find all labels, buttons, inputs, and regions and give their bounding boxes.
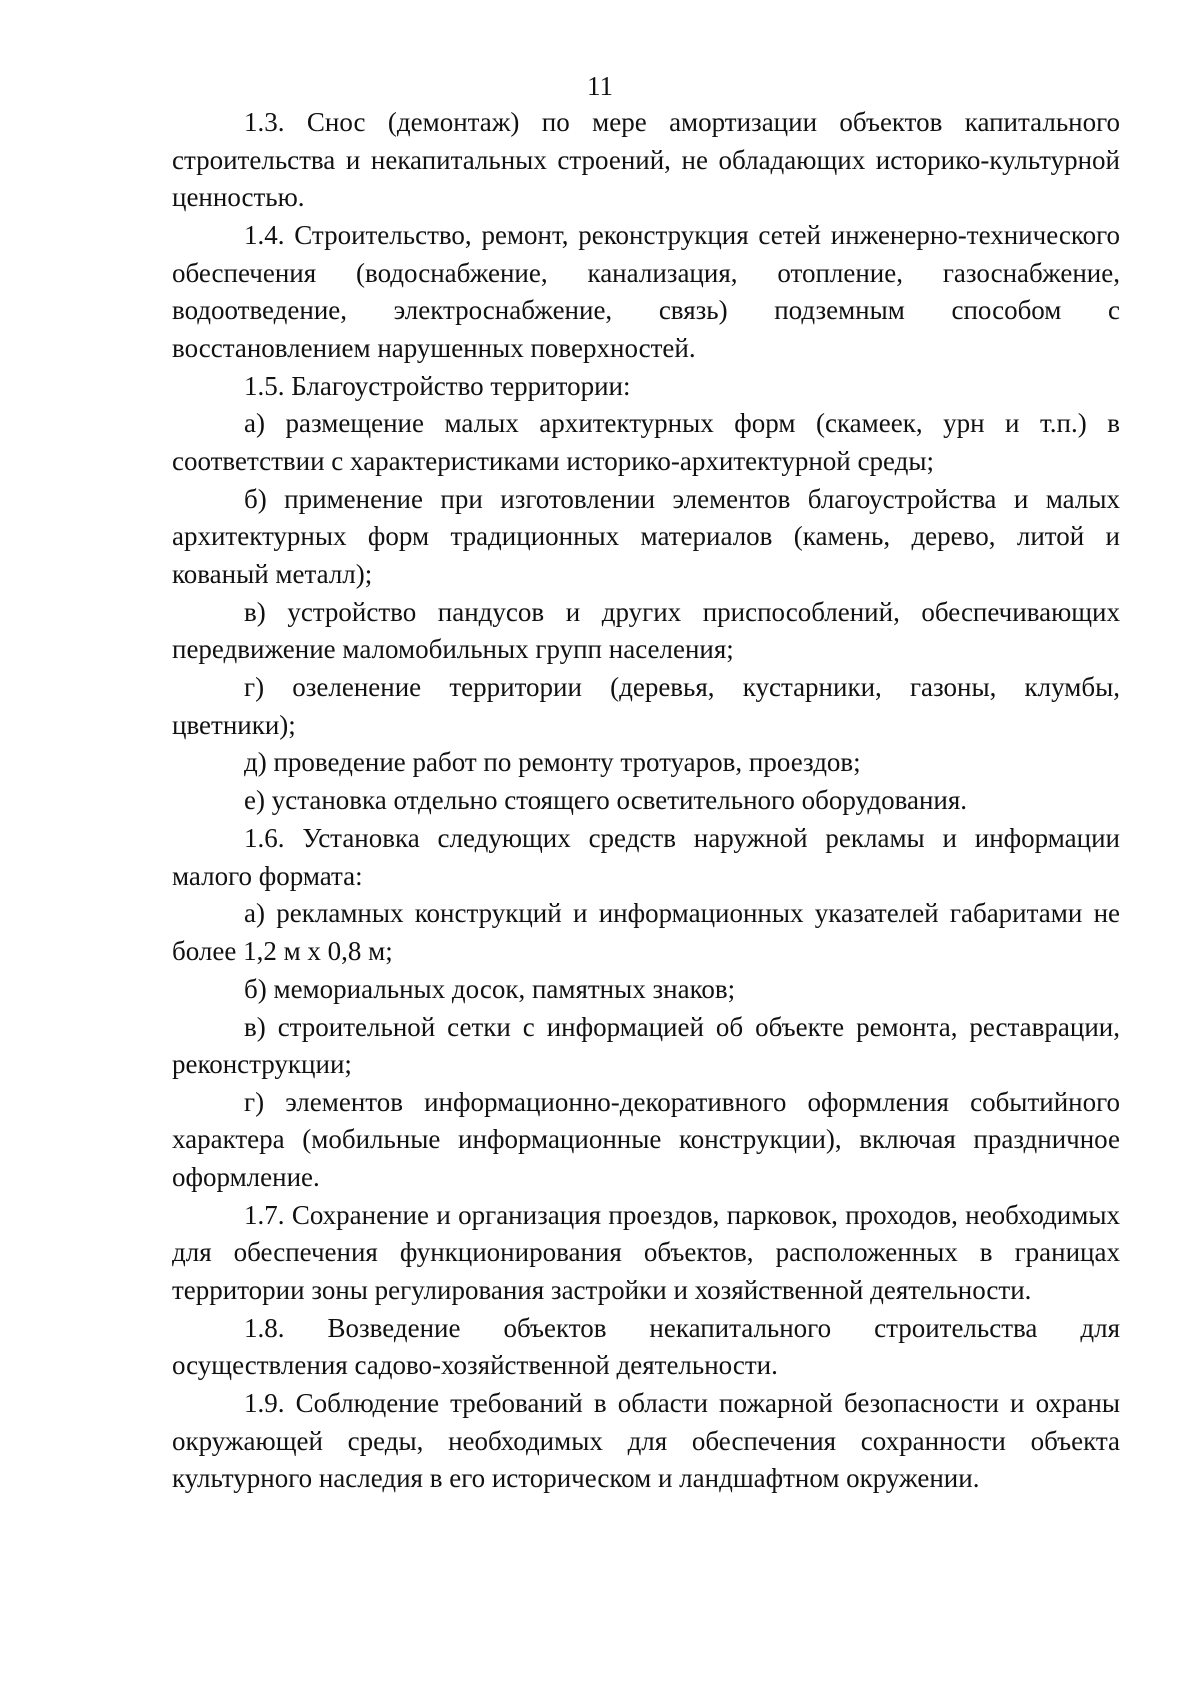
- paragraph-1-3: 1.3. Снос (демонтаж) по мере амортизации объектов капитального строительства и некапитальных строений, не обладающих историко-культурной ценностью.: [172, 107, 1120, 213]
- paragraph-1-7: 1.7. Сохранение и организация проездов, парковок, проходов, необходимых для обеспечения функционирования объектов, расположенных в границах территории зоны регулирования застройки и хозяйственной деятельности.: [172, 1199, 1120, 1306]
- list-item-1-6-b: б) мемориальных досок, памятных знаков;: [244, 973, 736, 1004]
- list-item-1-5-a: а) размещение малых архитектурных форм (скамеек, урн и т.п.) в соответствии с характеристиками историко-архитектурной среды;: [172, 408, 1120, 476]
- paragraph-1-8: 1.8. Возведение объектов некапитального строительства для осуществления садово-хозяйственной деятельности.: [172, 1312, 1120, 1381]
- list-item-1-6-a: а) рекламных конструкций и информационных указателей габаритами не более 1,2 м х 0,8 м;: [172, 898, 1120, 966]
- list-item-1-5-b: б) применение при изготовлении элементов благоустройства и малых архитектурных форм традиционных материалов (камень, дерево, литой и кованый металл);: [172, 483, 1120, 589]
- paragraph-1-9: 1.9. Соблюдение требований в области пожарной безопасности и охраны окружающей среды, необходимых для обеспечения сохранности объекта культурного наследия в его историческом и ландшафтном окружении.: [172, 1388, 1120, 1494]
- list-item-1-5-d: д) проведение работ по ремонту тротуаров, проездов;: [244, 747, 861, 778]
- list-item-1-6-g: г) элементов информационно-декоративного оформления событийного характера (мобильные информационные конструкции), включая праздничное оформление.: [172, 1086, 1120, 1193]
- paragraph-1-4: 1.4. Строительство, ремонт, реконструкция сетей инженерно-технического обеспечения (водоснабжение, канализация, отопление, газоснабжение, водоотведение, электроснабжение, связь) подземным способом с восстановлением нарушенных поверхностей.: [172, 219, 1120, 363]
- list-item-1-5-e: е) установка отдельно стоящего осветительного оборудования.: [244, 785, 968, 816]
- document-body: [172, 104, 1120, 1498]
- list-item-1-6-v: в) строительной сетки с информацией об объекте ремонта, реставрации, реконструкции;: [172, 1011, 1120, 1080]
- list-item-1-5-g: г) озеленение территории (деревья, кустарники, газоны, клумбы, цветники);: [172, 672, 1120, 740]
- paragraph-1-6: 1.6. Установка следующих средств наружной рекламы и информации малого формата:: [172, 822, 1120, 891]
- paragraph-1-5: 1.5. Благоустройство территории:: [244, 370, 631, 401]
- list-item-1-5-v: в) устройство пандусов и других приспособлений, обеспечивающих передвижение маломобильных групп населения;: [172, 596, 1120, 665]
- page-number: 11: [587, 71, 613, 101]
